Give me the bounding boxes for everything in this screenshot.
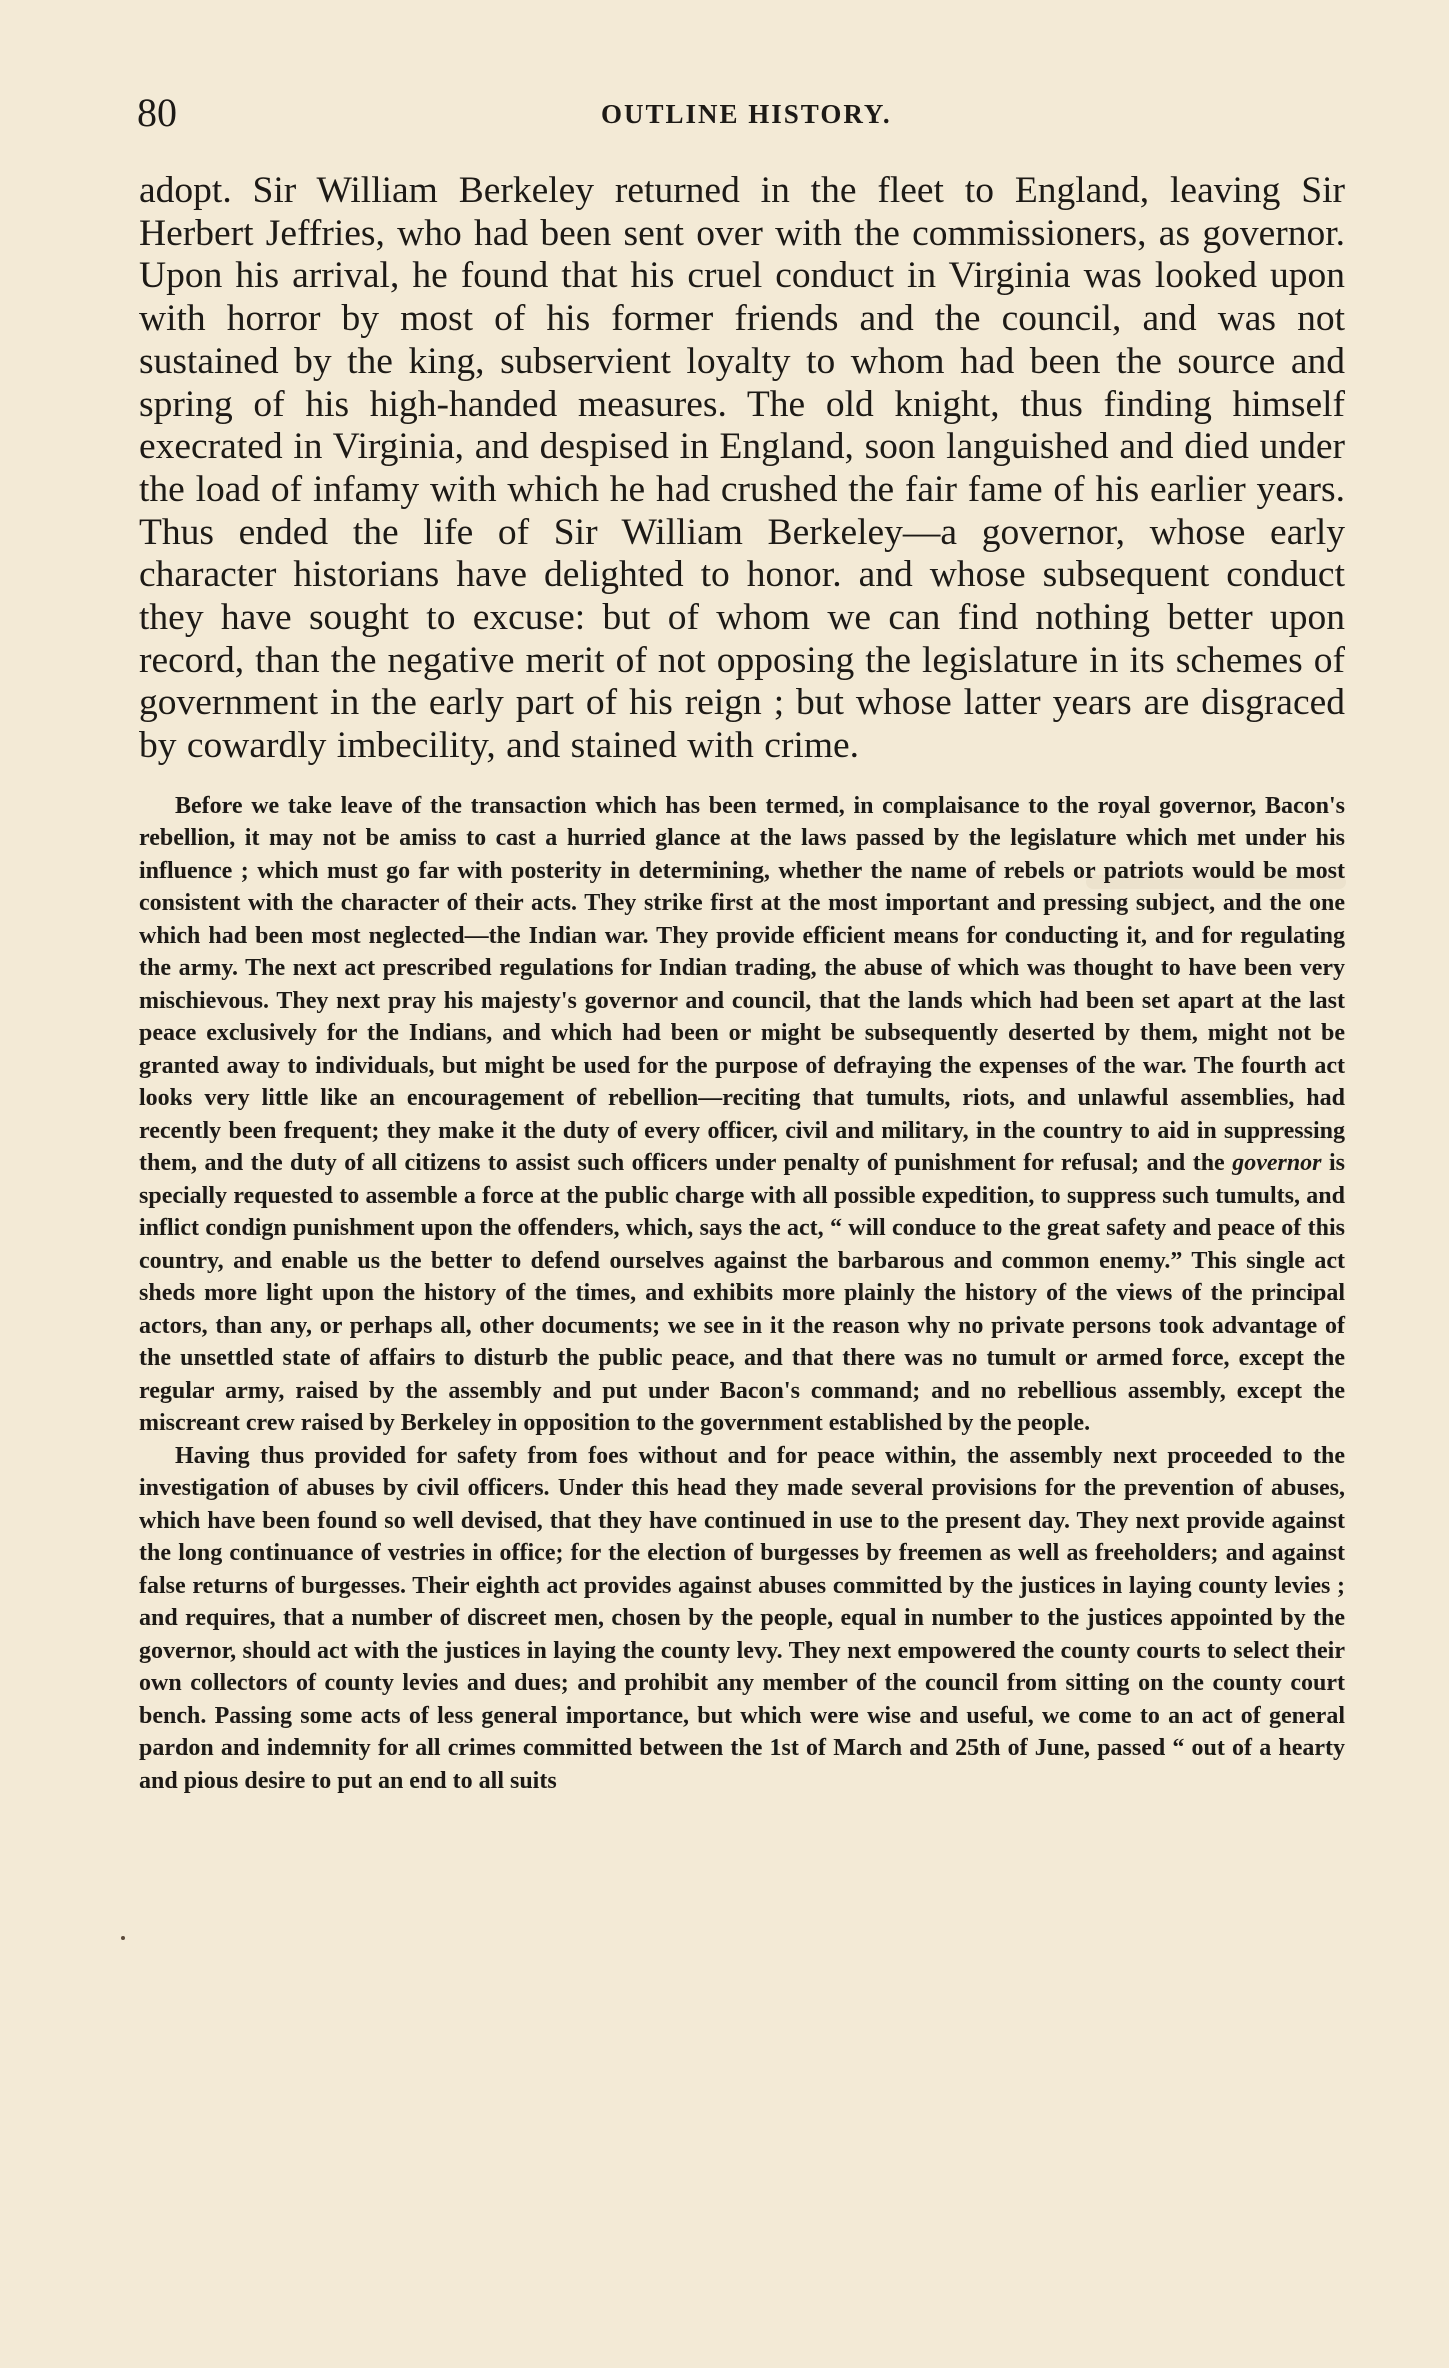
italic-word-governor: governor	[1232, 1150, 1322, 1177]
body-text	[139, 170, 1345, 1797]
paragraph-civil-abuses: Having thus provided for safety from foes without and for peace within, the assembly next proceeded to the investigation of abuses by civil officers. Under this head they made several provisions for the prevention of abuses, which have been found so well devised, that they have continued in use to the present day. They next provide against the long continuance of vestries in office; for the election of burgesses by freemen as well as freeholders; and against false returns of burgesses. Their eighth act provides against abuses committed by the justices in laying county levies ; and requires, that a number of discreet men, chosen by the people, equal in number to the justices appointed by the governor, should act with the justices in laying the county levy. They next empowered the county courts to select their own collectors of county levies and dues; and prohibit any member of the council from sitting on the county court bench. Passing some acts of less general importance, but which were wise and useful, we come to an act of general pardon and indemnity for all crimes committed between the 1st of March and 25th of June, passed “ out of a hearty and pious desire to put an end to all suits	[139, 1442, 1345, 1794]
paragraph-bacon-laws-text-2: is specially requested to assemble a force at the public charge with all possible expedition, to suppress such tumults, and inflict condign punishment upon the offenders, which, says the act, “ will conduce to the great safety and peace of this country, and enable us the better to defend ourselves against the barbarous and common enemy.” This single act sheds more light upon the history of the times, and exhibits more plainly the history of the views of the principal actors, than any, or perhaps all, other documents; we see in it the reason why no private persons took advantage of the unsettled state of affairs to disturb the public peace, and that there was no tumult or armed force, except the regular army, raised by the assembly and put under Bacon's command; and no rebellious assembly, except the miscreant crew raised by Berkeley in opposition to the government established by the people.	[139, 1150, 1346, 1437]
running-head	[137, 88, 1337, 138]
running-title: OUTLINE HISTORY.	[601, 99, 892, 129]
paragraph-bacon-laws	[139, 790, 1345, 1440]
page-number: 80	[137, 90, 177, 135]
paragraph-bacon-laws-text-1: Before we take leave of the transaction which has been termed, in complaisance to the royal governor, Bacon's rebellion, it may not be amiss to cast a hurried glance at the laws passed by the legislature which met under his influence ; which must go far with posterity in determining, whether the name of rebels or patriots would be most consistent with the character of their acts. They strike first at the most important and pressing subject, and the one which had been most neglected—the Indian war. They provide efficient means for conducting it, and for regulating the army. The next act prescribed regulations for Indian trading, the abuse of which was thought to have been very mischievous. They next pray his majesty's governor and council, that the lands which had been set apart at the last peace exclusively for the Indians, and which had been or might be subsequently deserted by them, might not be granted away to individuals, but might be used for the purpose of defraying the expenses of the war. The fourth act looks very little like an encouragement of rebellion—reciting that tumults, riots, and unlawful assemblies, had recently been frequent; they make it the duty of every officer, civil and military, in the country to aid in suppressing them, and the duty of all citizens to assist such officers under penalty of punishment for refusal; and the	[139, 792, 1345, 1177]
paragraph-berkeley-ending: adopt. Sir William Berkeley returned in the fleet to England, leaving Sir Herbert Jeffries, who had been sent over with the commissioners, as governor. Upon his arrival, he found that his cruel conduct in Virginia was looked upon with horror by most of his former friends and the council, and was not sustained by the king, subservient loyalty to whom had been the source and spring of his high-handed measures. The old knight, thus finding himself execrated in Virginia, and despised in England, soon languished and died under the load of infamy with which he had crushed the fair fame of his earlier years. Thus ended the life of Sir William Berkeley—a governor, whose early character historians have delighted to honor. and whose subsequent conduct they have sought to excuse: but of whom we can find nothing better upon record, than the negative merit of not opposing the legislature in its schemes of government in the early part of his reign ; but whose latter years are disgraced by cowardly imbecility, and stained with crime.	[139, 170, 1345, 767]
margin-ink-dot	[121, 1936, 125, 1940]
